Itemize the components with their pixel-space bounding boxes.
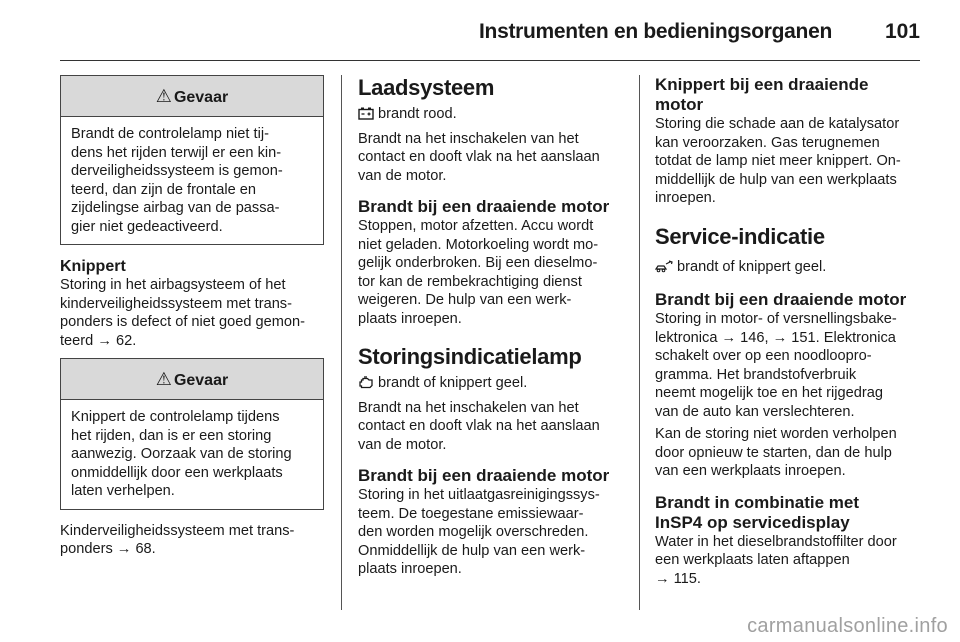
paragraph: Kan de storing niet worden verholpen door opnieuw te starten, dan de hulp van een werkplaats inroepen. [655, 426, 897, 479]
paragraph: brandt of knippert geel. [655, 258, 923, 279]
page-number: 101 [884, 20, 920, 43]
paragraph: Storing in het airbagsysteem of het kinderveiligheidssysteem met trans- ponders is defect of niet goed gemon- teerd → 62. [60, 277, 306, 349]
subsection-heading: Brandt in combinatie met InSP4 op servicedisplay [655, 492, 860, 532]
paragraph: Storing in het uitlaatgasreinigingssys- teem. De toegestane emissiewaar- den worden mogelijk overschreden. Onmiddellijk de hulp van een werk- plaats inroepen. [358, 487, 600, 577]
section-title: Storingsindicatielamp [358, 344, 582, 369]
engine-icon [358, 376, 374, 395]
paragraph: brandt rood. [358, 105, 624, 126]
warning-box [60, 358, 324, 510]
paragraph: brandt of knippert geel. [358, 374, 624, 395]
column-2 [358, 75, 624, 579]
column-1 [60, 75, 324, 559]
watermark: carmanualsonline.info [747, 615, 948, 637]
warning-icon: ⚠ [155, 369, 172, 389]
warning-icon: ⚠ [155, 86, 172, 106]
paragraph: Brandt na het inschakelen van het contact en dooft vlak na het aanslaan van de motor. [358, 399, 600, 453]
battery-icon [358, 107, 374, 126]
warning-box [60, 75, 324, 245]
column-3 [655, 75, 923, 588]
header-title: Instrumenten en bedieningsorganen [479, 20, 832, 43]
column-divider [639, 75, 640, 610]
warning-header: ⚠ Gevaar [61, 76, 323, 117]
subsection-heading: Brandt bij een draaiende motor [655, 290, 907, 309]
subsection-heading: Brandt bij een draaiende motor [358, 197, 610, 216]
paragraph: Water in het dieselbrandstoffilter door een werkplaats laten aftappen → 115. [655, 533, 897, 587]
warning-text: Brandt de controlelamp niet tij- dens het rijden terwijl er een kin- derveiligheidssysteem is gemon- teerd, dan zijn de frontale en zijdelingse airbag van de passa- gier niet gedeactiveerd. [71, 126, 283, 235]
section-heading: Knippert [60, 258, 126, 275]
paragraph: Brandt na het inschakelen van het contact en dooft vlak na het aanslaan van de motor. [358, 130, 600, 184]
paragraph: Storing in motor- of versnellingsbake- lektronica → 146, → 151. Elektronica schakelt over op een noodloopro- gramma. Het brandstofverbruik neemt mogelijk toe en het rijgedrag van de auto kan verslechteren. [655, 311, 897, 420]
paragraph: Stoppen, motor afzetten. Accu wordt niet geladen. Motorkoeling wordt mo- gelijk onderbroken. Bij een dieselmo- tor kan de rembekrachtiging dienst weigeren. De hulp van een werk- plaats inroepen. [358, 218, 599, 327]
column-divider [341, 75, 342, 610]
page-header [60, 12, 920, 61]
warning-text: Knippert de controlelamp tijdens het rijden, dan is er een storing aanwezig. Oorzaak van de storing onmiddellijk door een werkplaats laten verhelpen. [71, 409, 292, 499]
subsection-heading: Brandt bij een draaiende motor [358, 466, 610, 485]
paragraph: Kinderveiligheidssysteem met trans- ponders → 68. [60, 522, 295, 557]
subsection-heading: Knippert bij een draaiende motor [655, 75, 869, 114]
section-title: Laadsysteem [358, 75, 495, 100]
paragraph: Storing die schade aan de katalysator kan veroorzaken. Gas terugnemen totdat de lamp niet meer knippert. On- middellijk de hulp van een werkplaats inroepen. [655, 116, 901, 206]
warning-header: ⚠ Gevaar [61, 359, 323, 400]
section-title: Service-indicatie [655, 223, 825, 249]
wrench-car-icon [655, 260, 673, 279]
